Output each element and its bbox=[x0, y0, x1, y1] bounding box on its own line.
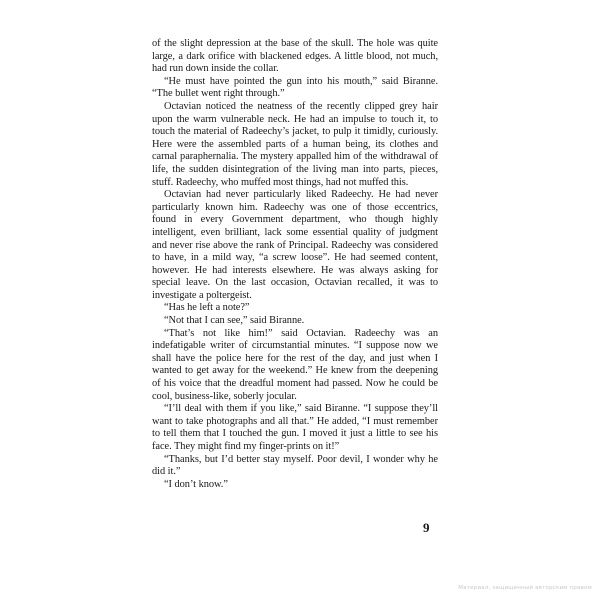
paragraph: “Not that I can see,” said Biranne. bbox=[164, 315, 305, 327]
paragraph: “He must have pointed the gun into his mouth,” said Biranne. “The bullet went right through.” bbox=[152, 75, 438, 100]
paragraph: Octavian had never particularly liked Radeechy. He had never particularly known him. Radeechy was one of those eccentrics, found in every Government department, who though highly intelligent, even brilliant, lack some essential quality of judgment and never rise above the rank of Principal. Radeechy was considered to have, in a mild way, “a screw loose”. He had seemed content, however. He had interests elsewhere. He was always asking for special leave. On the last occasion, Octavian recalled, it was to investigate a poltergeist. bbox=[152, 189, 438, 301]
paragraph: “I’ll deal with them if you like,” said Biranne. “I suppose they’ll want to take photographs and all that.” He added, “I must remember to tell them that I touched the gun. I moved it just a little to see his face. They might find my finger-prints on it!” bbox=[152, 403, 438, 452]
paragraph: “That’s not like him!” said Octavian. Radeechy was an indefatigable writer of circumstantial minutes. “I suppose now we shall have the police here for the rest of the day, and just when I wanted to get away for the weekend.” He knew from the deepening of his voice that the dreadful moment had passed. Now he could be cool, business-like, soberly jocular. bbox=[152, 327, 438, 402]
copyright-watermark: Материал, защищенный авторским правом bbox=[458, 585, 592, 591]
paragraph: “Thanks, but I’d better stay myself. Poor devil, I wonder why he did it.” bbox=[152, 453, 438, 478]
paragraph: “I don’t know.” bbox=[164, 478, 228, 490]
paragraph: Octavian noticed the neatness of the recently clipped grey hair upon the warm vulnerable neck. He had an impulse to touch it, to touch the material of Radeechy’s jacket, to pulp it timidly, curiously. Here were the assembled parts of a human being, its clothes and carnal paraphernalia. The mystery appalled him of the withdrawal of life, the sudden disintegration of the living man into parts, pieces, stuff. Radeechy, who muffed most things, had not muffed this. bbox=[152, 100, 438, 188]
paragraph: of the slight depression at the base of the skull. The hole was quite large, a dark orifice with blackened edges. A little blood, not much, had run down inside the collar. bbox=[152, 38, 438, 75]
body-text bbox=[152, 38, 438, 491]
page-number: 9 bbox=[423, 520, 430, 535]
paragraph: “Has he left a note?” bbox=[164, 302, 250, 314]
